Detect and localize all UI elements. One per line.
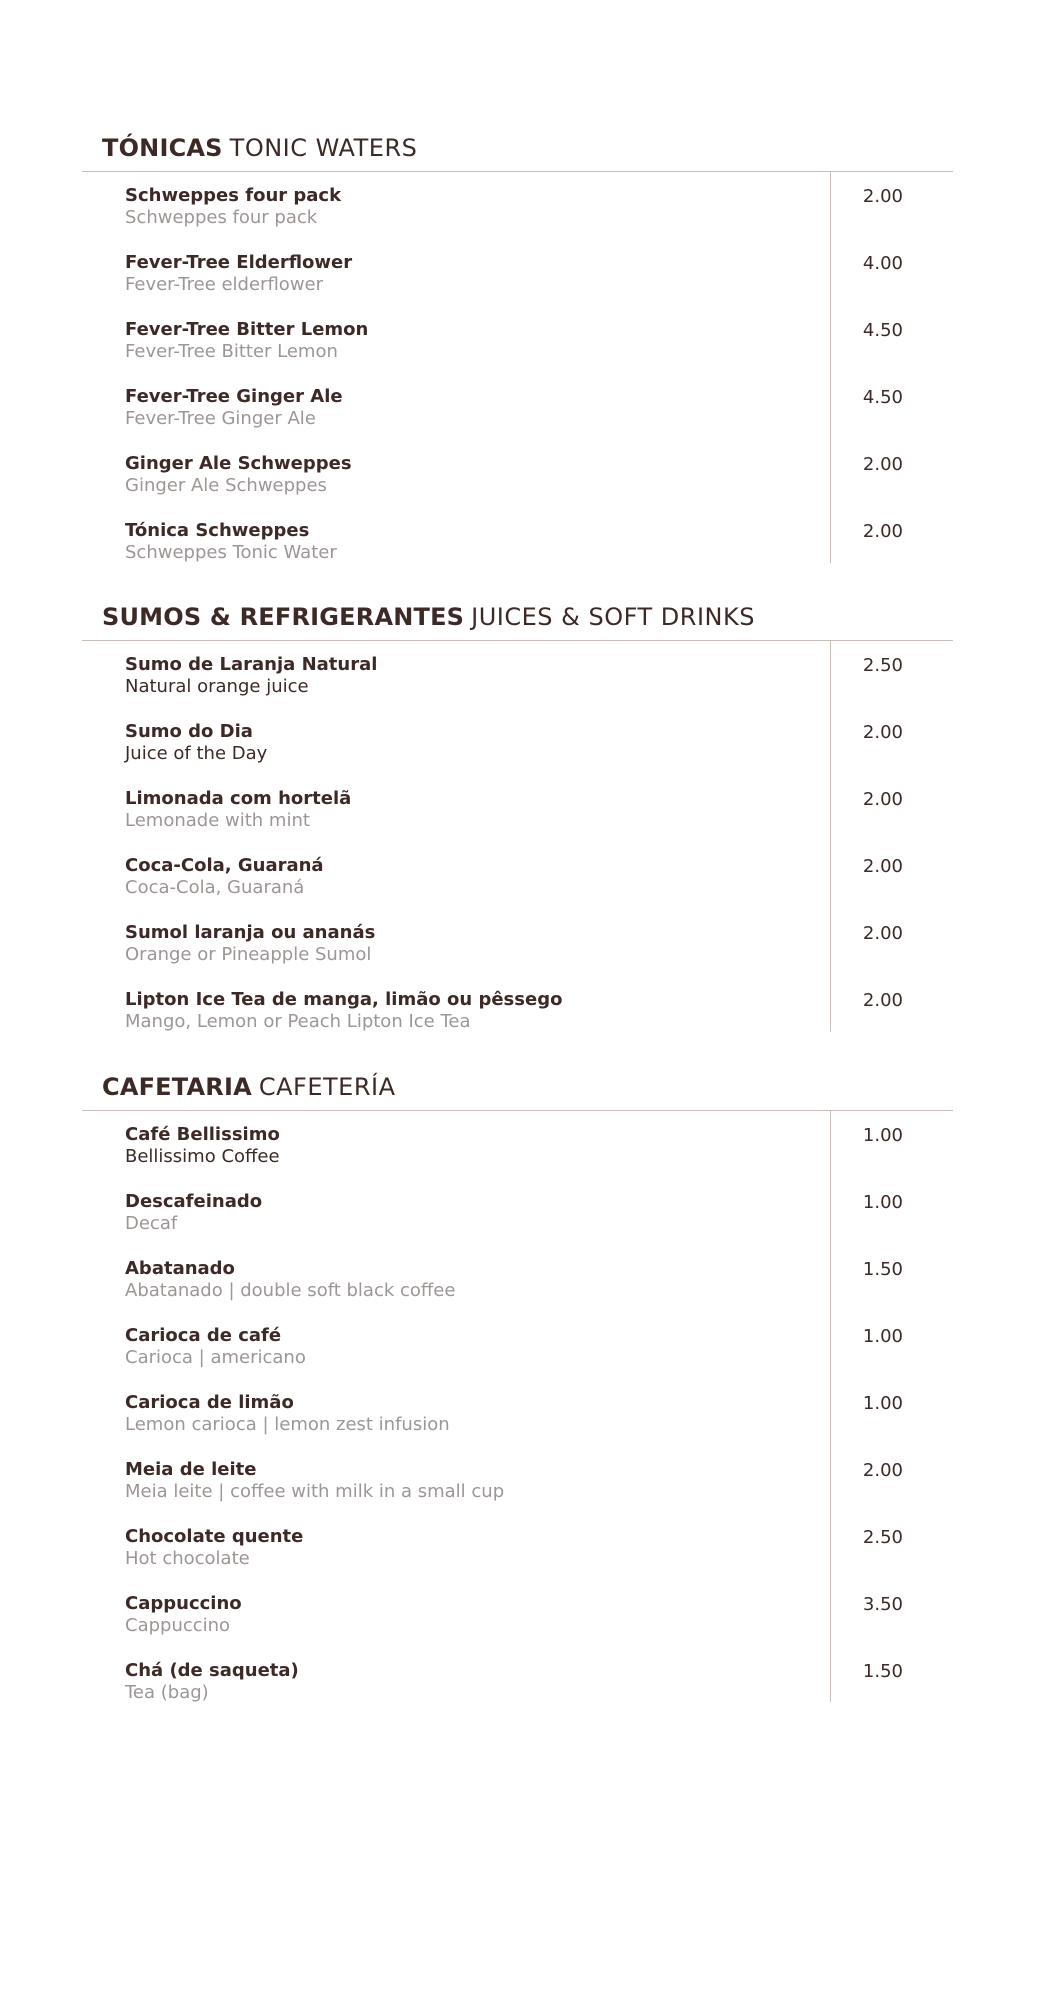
menu-item [82,315,953,382]
item-price: 1.50 [862,1661,903,1682]
item-price: 4.50 [862,387,903,408]
item-translation: Lemon carioca | lemon zest infusion [125,1414,450,1435]
item-price: 1.00 [862,1125,903,1146]
item-name: Abatanado [125,1258,235,1279]
menu-item [82,650,953,717]
item-name: Sumo do Dia [125,721,253,742]
item-translation: Fever-Tree Bitter Lemon [125,341,338,362]
item-name: Fever-Tree Elderflower [125,252,353,273]
item-price: 2.00 [862,186,903,207]
item-name: Tónica Schweppes [125,520,310,541]
section-divider [82,1110,953,1111]
menu-item [82,1589,953,1656]
item-name: Sumol laranja ou ananás [125,922,376,943]
section-title-pt: TÓNICAS [102,134,223,162]
item-price: 2.00 [862,454,903,475]
menu-item [82,248,953,315]
item-translation: Natural orange juice [125,676,309,697]
menu-item [82,717,953,784]
item-name: Limonada com hortelã [125,788,352,809]
item-price: 2.50 [862,655,903,676]
item-name: Sumo de Laranja Natural [125,654,378,675]
section-cafeteria [82,1070,953,1702]
menu-item [82,1522,953,1589]
item-translation: Abatanado | double soft black coffee [125,1280,456,1301]
item-name: Café Bellissimo [125,1124,280,1145]
item-price: 2.00 [862,1460,903,1481]
section-title-en: TONIC WATERS [229,134,418,162]
item-translation: Mango, Lemon or Peach Lipton Ice Tea [125,1011,471,1032]
item-list [82,181,953,583]
item-translation: Tea (bag) [125,1682,209,1703]
item-name: Cappuccino [125,1593,242,1614]
item-name: Carioca de limão [125,1392,294,1413]
item-name: Fever-Tree Ginger Ale [125,386,343,407]
item-translation: Juice of the Day [125,743,268,764]
item-translation: Decaf [125,1213,178,1234]
item-name: Meia de leite [125,1459,257,1480]
item-translation: Meia leite | coffee with milk in a small cup [125,1481,505,1502]
menu-item [82,1656,953,1723]
menu-item [82,985,953,1052]
item-price: 2.00 [862,856,903,877]
item-price: 1.00 [862,1326,903,1347]
section-title [102,131,417,165]
item-name: Schweppes four pack [125,185,342,206]
item-price: 2.50 [862,1527,903,1548]
menu-item [82,851,953,918]
item-price: 1.50 [862,1259,903,1280]
menu-item [82,1455,953,1522]
item-translation: Schweppes four pack [125,207,318,228]
item-price: 1.00 [862,1393,903,1414]
item-translation: Coca-Cola, Guaraná [125,877,305,898]
item-price: 2.00 [862,990,903,1011]
section-divider [82,171,953,172]
item-name: Descafeinado [125,1191,263,1212]
section-title [102,600,755,634]
item-price: 2.00 [862,923,903,944]
item-name: Chá (de saqueta) [125,1660,299,1681]
menu-item [82,918,953,985]
item-translation: Bellissimo Coffee [125,1146,280,1167]
menu-item [82,516,953,583]
item-name: Ginger Ale Schweppes [125,453,352,474]
item-name: Lipton Ice Tea de manga, limão ou pêssego [125,989,563,1010]
item-name: Carioca de café [125,1325,282,1346]
menu-item [82,181,953,248]
section-juices-soft-drinks [82,600,953,1032]
item-translation: Hot chocolate [125,1548,250,1569]
menu-item [82,1254,953,1321]
section-divider [82,640,953,641]
section-title-pt: CAFETARIA [102,1073,252,1101]
menu-item [82,382,953,449]
menu-item [82,1388,953,1455]
item-translation: Fever-Tree elderflower [125,274,324,295]
menu-item [82,1321,953,1388]
menu-item [82,1187,953,1254]
section-title-en: CAFETERÍA [258,1073,396,1101]
menu-item [82,784,953,851]
item-price: 2.00 [862,789,903,810]
item-price: 1.00 [862,1192,903,1213]
menu-item [82,1120,953,1187]
menu-item [82,449,953,516]
item-price: 4.50 [862,320,903,341]
item-translation: Schweppes Tonic Water [125,542,337,563]
item-name: Fever-Tree Bitter Lemon [125,319,369,340]
item-price: 4.00 [862,253,903,274]
item-name: Coca-Cola, Guaraná [125,855,324,876]
section-title-en: JUICES & SOFT DRINKS [471,603,755,631]
item-list [82,1120,953,1723]
item-translation: Carioca | americano [125,1347,306,1368]
item-translation: Ginger Ale Schweppes [125,475,327,496]
item-translation: Fever-Tree Ginger Ale [125,408,316,429]
item-translation: Orange or Pineapple Sumol [125,944,372,965]
item-name: Chocolate quente [125,1526,304,1547]
item-price: 2.00 [862,722,903,743]
section-title [102,1070,395,1104]
item-translation: Cappuccino [125,1615,231,1636]
item-price: 2.00 [862,521,903,542]
section-tonic-waters [82,131,953,563]
item-translation: Lemonade with mint [125,810,310,831]
item-price: 3.50 [862,1594,903,1615]
section-title-pt: SUMOS & REFRIGERANTES [102,603,465,631]
item-list [82,650,953,1052]
